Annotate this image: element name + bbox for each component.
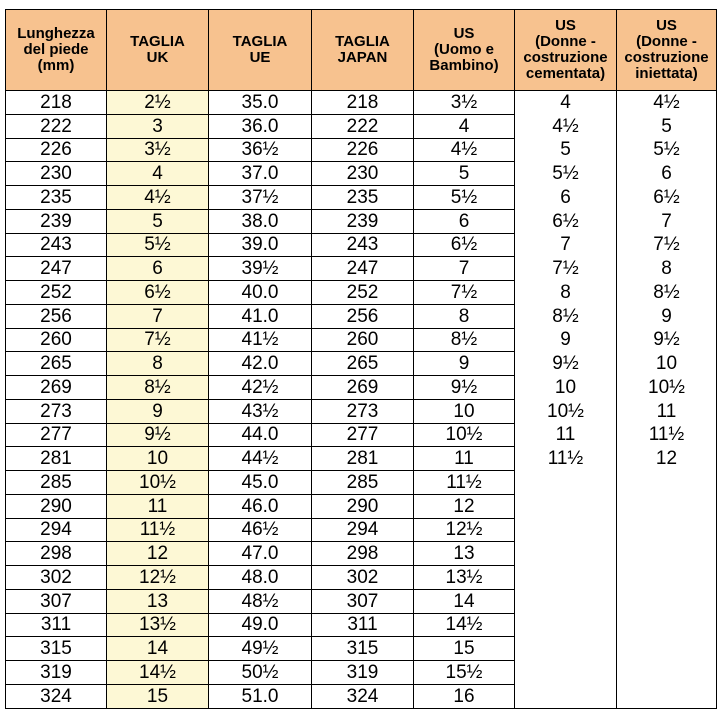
cell-size-us-women-cemented: 7 bbox=[515, 233, 617, 257]
cell-size-us-women-cemented bbox=[515, 471, 617, 495]
cell-size-us-women-injected: 9½ bbox=[617, 328, 717, 352]
cell-size-us-women-cemented bbox=[515, 637, 617, 661]
cell-size-uk: 12½ bbox=[107, 566, 209, 590]
cell-foot-length: 319 bbox=[6, 661, 107, 685]
cell-foot-length: 256 bbox=[6, 304, 107, 328]
cell-size-japan: 218 bbox=[312, 91, 414, 115]
cell-size-us-women-injected bbox=[617, 471, 717, 495]
cell-size-eu: 49.0 bbox=[209, 613, 312, 637]
cell-size-us-men-children: 7½ bbox=[414, 281, 515, 305]
cell-size-us-women-cemented: 11½ bbox=[515, 447, 617, 471]
cell-foot-length: 265 bbox=[6, 352, 107, 376]
cell-size-us-women-cemented bbox=[515, 661, 617, 685]
cell-foot-length: 315 bbox=[6, 637, 107, 661]
cell-size-eu: 36½ bbox=[209, 138, 312, 162]
cell-foot-length: 235 bbox=[6, 186, 107, 210]
table-row bbox=[6, 304, 717, 328]
cell-size-eu: 42½ bbox=[209, 376, 312, 400]
cell-size-us-women-cemented: 10 bbox=[515, 376, 617, 400]
cell-size-uk: 14½ bbox=[107, 661, 209, 685]
cell-size-us-women-cemented: 8½ bbox=[515, 304, 617, 328]
cell-size-us-men-children: 16 bbox=[414, 684, 515, 708]
cell-size-uk: 5½ bbox=[107, 233, 209, 257]
cell-size-us-women-injected bbox=[617, 494, 717, 518]
table-header bbox=[6, 10, 717, 91]
cell-size-us-women-cemented: 6½ bbox=[515, 209, 617, 233]
cell-size-uk: 6½ bbox=[107, 281, 209, 305]
cell-foot-length: 298 bbox=[6, 542, 107, 566]
cell-size-uk: 13 bbox=[107, 589, 209, 613]
cell-size-us-men-children: 9 bbox=[414, 352, 515, 376]
cell-size-us-women-injected: 8 bbox=[617, 257, 717, 281]
cell-foot-length: 277 bbox=[6, 423, 107, 447]
cell-size-us-men-children: 15 bbox=[414, 637, 515, 661]
table-row bbox=[6, 471, 717, 495]
table-row bbox=[6, 114, 717, 138]
header-row bbox=[6, 10, 717, 91]
cell-size-us-women-cemented bbox=[515, 542, 617, 566]
cell-size-us-women-injected: 10½ bbox=[617, 376, 717, 400]
cell-size-us-women-cemented bbox=[515, 589, 617, 613]
cell-size-uk: 9 bbox=[107, 399, 209, 423]
cell-size-us-women-injected: 4½ bbox=[617, 91, 717, 115]
header-size-uk: TAGLIA UK bbox=[107, 10, 209, 91]
cell-size-us-women-cemented bbox=[515, 613, 617, 637]
cell-size-us-women-injected: 5 bbox=[617, 114, 717, 138]
cell-size-eu: 35.0 bbox=[209, 91, 312, 115]
table-row bbox=[6, 399, 717, 423]
cell-size-japan: 230 bbox=[312, 162, 414, 186]
cell-size-uk: 11 bbox=[107, 494, 209, 518]
cell-size-eu: 40.0 bbox=[209, 281, 312, 305]
cell-size-eu: 47.0 bbox=[209, 542, 312, 566]
table-row bbox=[6, 423, 717, 447]
cell-size-uk: 3 bbox=[107, 114, 209, 138]
cell-foot-length: 273 bbox=[6, 399, 107, 423]
header-size-eu: TAGLIA UE bbox=[209, 10, 312, 91]
cell-size-uk: 2½ bbox=[107, 91, 209, 115]
cell-size-us-men-children: 6 bbox=[414, 209, 515, 233]
cell-size-eu: 46½ bbox=[209, 518, 312, 542]
cell-size-us-men-children: 13 bbox=[414, 542, 515, 566]
table-row bbox=[6, 447, 717, 471]
cell-size-us-women-injected bbox=[617, 684, 717, 708]
cell-size-us-men-children: 3½ bbox=[414, 91, 515, 115]
cell-foot-length: 247 bbox=[6, 257, 107, 281]
cell-size-us-women-cemented: 6 bbox=[515, 186, 617, 210]
cell-foot-length: 243 bbox=[6, 233, 107, 257]
cell-size-us-women-injected: 11½ bbox=[617, 423, 717, 447]
cell-size-us-men-children: 10 bbox=[414, 399, 515, 423]
cell-foot-length: 252 bbox=[6, 281, 107, 305]
cell-size-eu: 44.0 bbox=[209, 423, 312, 447]
table-row bbox=[6, 518, 717, 542]
cell-size-us-women-injected: 7 bbox=[617, 209, 717, 233]
table-row bbox=[6, 661, 717, 685]
cell-size-japan: 285 bbox=[312, 471, 414, 495]
cell-size-us-women-injected bbox=[617, 566, 717, 590]
cell-size-eu: 45.0 bbox=[209, 471, 312, 495]
cell-size-japan: 281 bbox=[312, 447, 414, 471]
cell-size-us-women-injected: 6 bbox=[617, 162, 717, 186]
cell-size-eu: 50½ bbox=[209, 661, 312, 685]
cell-size-japan: 273 bbox=[312, 399, 414, 423]
cell-size-uk: 7½ bbox=[107, 328, 209, 352]
table-row bbox=[6, 494, 717, 518]
table-row bbox=[6, 566, 717, 590]
cell-size-us-women-cemented: 4 bbox=[515, 91, 617, 115]
cell-size-eu: 39½ bbox=[209, 257, 312, 281]
cell-size-eu: 42.0 bbox=[209, 352, 312, 376]
cell-size-uk: 10½ bbox=[107, 471, 209, 495]
cell-size-uk: 7 bbox=[107, 304, 209, 328]
cell-size-japan: 324 bbox=[312, 684, 414, 708]
cell-size-us-women-injected bbox=[617, 589, 717, 613]
cell-size-us-women-injected: 12 bbox=[617, 447, 717, 471]
cell-size-eu: 37.0 bbox=[209, 162, 312, 186]
table-row bbox=[6, 613, 717, 637]
cell-size-uk: 12 bbox=[107, 542, 209, 566]
cell-size-us-men-children: 4½ bbox=[414, 138, 515, 162]
cell-foot-length: 226 bbox=[6, 138, 107, 162]
cell-size-us-men-children: 10½ bbox=[414, 423, 515, 447]
cell-size-us-women-cemented: 5 bbox=[515, 138, 617, 162]
header-size-us-women-injected: US (Donne - costruzione iniettata) bbox=[617, 10, 717, 91]
cell-size-japan: 307 bbox=[312, 589, 414, 613]
cell-foot-length: 324 bbox=[6, 684, 107, 708]
cell-size-japan: 252 bbox=[312, 281, 414, 305]
cell-size-us-women-injected: 5½ bbox=[617, 138, 717, 162]
cell-size-uk: 11½ bbox=[107, 518, 209, 542]
cell-size-uk: 3½ bbox=[107, 138, 209, 162]
table-row bbox=[6, 186, 717, 210]
cell-size-us-men-children: 4 bbox=[414, 114, 515, 138]
cell-size-eu: 44½ bbox=[209, 447, 312, 471]
header-size-japan: TAGLIA JAPAN bbox=[312, 10, 414, 91]
cell-foot-length: 269 bbox=[6, 376, 107, 400]
cell-size-japan: 235 bbox=[312, 186, 414, 210]
table-row bbox=[6, 542, 717, 566]
cell-size-us-men-children: 15½ bbox=[414, 661, 515, 685]
cell-size-us-women-injected: 7½ bbox=[617, 233, 717, 257]
table-row bbox=[6, 589, 717, 613]
cell-size-us-men-children: 12 bbox=[414, 494, 515, 518]
cell-size-us-men-children: 9½ bbox=[414, 376, 515, 400]
cell-size-japan: 302 bbox=[312, 566, 414, 590]
cell-size-us-women-injected: 6½ bbox=[617, 186, 717, 210]
cell-foot-length: 239 bbox=[6, 209, 107, 233]
cell-size-eu: 51.0 bbox=[209, 684, 312, 708]
cell-size-eu: 37½ bbox=[209, 186, 312, 210]
cell-foot-length: 222 bbox=[6, 114, 107, 138]
cell-size-us-women-cemented: 4½ bbox=[515, 114, 617, 138]
cell-size-us-women-cemented bbox=[515, 494, 617, 518]
cell-foot-length: 230 bbox=[6, 162, 107, 186]
cell-size-us-women-injected: 11 bbox=[617, 399, 717, 423]
table-row bbox=[6, 233, 717, 257]
cell-size-japan: 311 bbox=[312, 613, 414, 637]
cell-size-us-women-injected bbox=[617, 542, 717, 566]
cell-size-us-men-children: 5½ bbox=[414, 186, 515, 210]
cell-size-us-women-cemented bbox=[515, 684, 617, 708]
cell-size-uk: 8 bbox=[107, 352, 209, 376]
table-row bbox=[6, 328, 717, 352]
cell-size-japan: 319 bbox=[312, 661, 414, 685]
cell-foot-length: 311 bbox=[6, 613, 107, 637]
cell-size-uk: 8½ bbox=[107, 376, 209, 400]
cell-size-us-women-cemented: 8 bbox=[515, 281, 617, 305]
cell-size-japan: 294 bbox=[312, 518, 414, 542]
cell-size-us-women-injected: 10 bbox=[617, 352, 717, 376]
cell-size-us-women-cemented: 11 bbox=[515, 423, 617, 447]
size-conversion-table bbox=[5, 9, 717, 709]
cell-size-uk: 6 bbox=[107, 257, 209, 281]
cell-foot-length: 290 bbox=[6, 494, 107, 518]
cell-size-japan: 222 bbox=[312, 114, 414, 138]
cell-size-uk: 14 bbox=[107, 637, 209, 661]
cell-size-uk: 10 bbox=[107, 447, 209, 471]
cell-size-eu: 43½ bbox=[209, 399, 312, 423]
header-size-us-men-children: US (Uomo e Bambino) bbox=[414, 10, 515, 91]
cell-size-us-men-children: 11 bbox=[414, 447, 515, 471]
cell-foot-length: 260 bbox=[6, 328, 107, 352]
cell-size-japan: 243 bbox=[312, 233, 414, 257]
table-body bbox=[6, 91, 717, 709]
cell-size-us-men-children: 12½ bbox=[414, 518, 515, 542]
cell-size-us-men-children: 8½ bbox=[414, 328, 515, 352]
cell-size-us-men-children: 14 bbox=[414, 589, 515, 613]
cell-foot-length: 307 bbox=[6, 589, 107, 613]
cell-size-us-men-children: 7 bbox=[414, 257, 515, 281]
table-row bbox=[6, 91, 717, 115]
cell-size-us-women-injected bbox=[617, 518, 717, 542]
cell-size-uk: 4 bbox=[107, 162, 209, 186]
cell-size-us-women-injected: 9 bbox=[617, 304, 717, 328]
cell-foot-length: 281 bbox=[6, 447, 107, 471]
table-row bbox=[6, 257, 717, 281]
cell-size-japan: 277 bbox=[312, 423, 414, 447]
cell-size-eu: 49½ bbox=[209, 637, 312, 661]
cell-size-eu: 36.0 bbox=[209, 114, 312, 138]
cell-size-us-men-children: 11½ bbox=[414, 471, 515, 495]
cell-size-us-women-cemented: 5½ bbox=[515, 162, 617, 186]
cell-size-uk: 4½ bbox=[107, 186, 209, 210]
table-row bbox=[6, 376, 717, 400]
cell-size-us-men-children: 13½ bbox=[414, 566, 515, 590]
cell-size-us-men-children: 5 bbox=[414, 162, 515, 186]
cell-size-japan: 298 bbox=[312, 542, 414, 566]
cell-size-us-women-cemented: 9 bbox=[515, 328, 617, 352]
cell-size-us-women-injected: 8½ bbox=[617, 281, 717, 305]
cell-size-uk: 13½ bbox=[107, 613, 209, 637]
table-row bbox=[6, 138, 717, 162]
cell-size-us-women-cemented: 10½ bbox=[515, 399, 617, 423]
cell-size-uk: 15 bbox=[107, 684, 209, 708]
cell-size-eu: 46.0 bbox=[209, 494, 312, 518]
cell-size-uk: 5 bbox=[107, 209, 209, 233]
cell-size-eu: 41.0 bbox=[209, 304, 312, 328]
cell-size-japan: 226 bbox=[312, 138, 414, 162]
table-row bbox=[6, 352, 717, 376]
cell-size-us-women-injected bbox=[617, 637, 717, 661]
table-row bbox=[6, 281, 717, 305]
cell-size-us-women-cemented bbox=[515, 566, 617, 590]
cell-size-us-women-cemented bbox=[515, 518, 617, 542]
cell-foot-length: 302 bbox=[6, 566, 107, 590]
cell-size-japan: 239 bbox=[312, 209, 414, 233]
cell-size-eu: 48.0 bbox=[209, 566, 312, 590]
cell-size-us-women-cemented: 9½ bbox=[515, 352, 617, 376]
cell-foot-length: 285 bbox=[6, 471, 107, 495]
cell-foot-length: 294 bbox=[6, 518, 107, 542]
cell-size-us-women-cemented: 7½ bbox=[515, 257, 617, 281]
cell-size-eu: 38.0 bbox=[209, 209, 312, 233]
table-row bbox=[6, 162, 717, 186]
cell-size-japan: 260 bbox=[312, 328, 414, 352]
cell-size-uk: 9½ bbox=[107, 423, 209, 447]
cell-size-us-men-children: 8 bbox=[414, 304, 515, 328]
cell-size-us-women-injected bbox=[617, 661, 717, 685]
cell-size-eu: 39.0 bbox=[209, 233, 312, 257]
cell-size-japan: 290 bbox=[312, 494, 414, 518]
table-row bbox=[6, 637, 717, 661]
cell-size-japan: 265 bbox=[312, 352, 414, 376]
cell-size-us-men-children: 14½ bbox=[414, 613, 515, 637]
header-foot-length: Lunghezza del piede (mm) bbox=[6, 10, 107, 91]
cell-foot-length: 218 bbox=[6, 91, 107, 115]
cell-size-japan: 256 bbox=[312, 304, 414, 328]
cell-size-japan: 269 bbox=[312, 376, 414, 400]
table-row bbox=[6, 209, 717, 233]
header-size-us-women-cemented: US (Donne - costruzione cementata) bbox=[515, 10, 617, 91]
table-row bbox=[6, 684, 717, 708]
cell-size-us-women-injected bbox=[617, 613, 717, 637]
cell-size-us-men-children: 6½ bbox=[414, 233, 515, 257]
cell-size-eu: 41½ bbox=[209, 328, 312, 352]
cell-size-japan: 247 bbox=[312, 257, 414, 281]
cell-size-japan: 315 bbox=[312, 637, 414, 661]
cell-size-eu: 48½ bbox=[209, 589, 312, 613]
